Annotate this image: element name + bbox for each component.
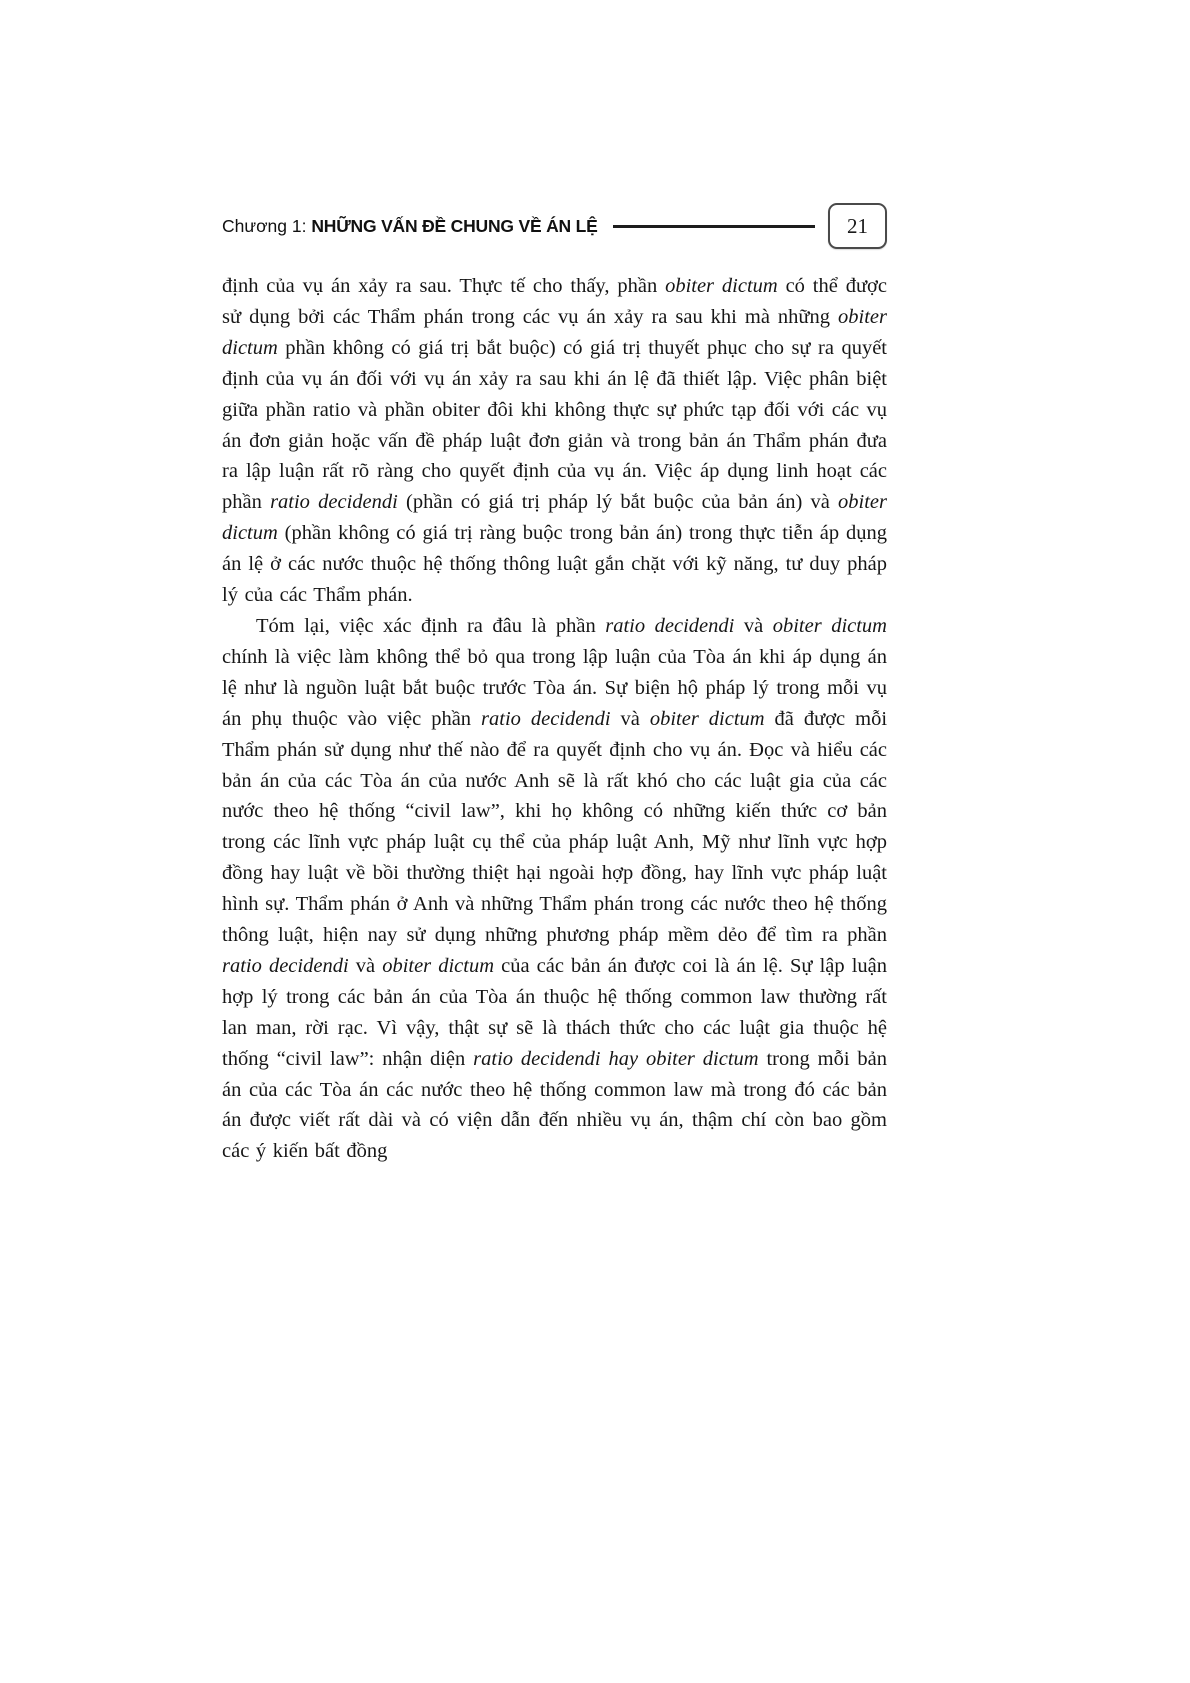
text-segment: obiter dictum: [772, 614, 887, 637]
text-segment: obiter dictum: [649, 707, 765, 730]
header-rule: [613, 225, 815, 228]
text-segment: ratio decidendi: [481, 707, 611, 730]
text-segment: đã được mỗi Thẩm phán sử dụng như thế nào để ra quyết định cho vụ án. Đọc và hiểu các bản án của các Tòa án của nước Anh sẽ là rất khó cho các luật gia của các nước theo hệ thống “civil law”, khi họ không có những kiến thức cơ bản trong các lĩnh vực pháp luật cụ thể của pháp luật Anh, Mỹ như lĩnh vực hợp đồng hay luật về bồi thường thiệt hại ngoài hợp đồng, hay lĩnh vực pháp luật hình sự. Thẩm phán ở Anh và những Thẩm phán trong các nước theo hệ thống thông luật, hiện nay sử dụng những phương pháp mềm dẻo để tìm ra phần: [222, 707, 888, 947]
paragraph: [222, 611, 887, 1167]
page-number: 21: [847, 213, 868, 238]
chapter-prefix: Chương 1:: [222, 215, 312, 236]
chapter-title: NHỮNG VẤN ĐỀ CHUNG VỀ ÁN LỆ: [311, 215, 598, 236]
text-segment: obiter dictum: [222, 305, 887, 359]
body-paragraphs: [222, 271, 887, 1167]
text-segment: chính là việc làm không thể bỏ qua trong lập luận của Tòa án khi áp dụng án lệ như là nguồn luật bắt buộc trước Tòa án. Sự biện hộ pháp lý trong mỗi vụ án phụ thuộc vào việc phần: [222, 645, 887, 730]
text-segment: định của vụ án xảy ra sau. Thực tế cho thấy, phần: [222, 275, 666, 297]
text-segment: (phần có giá trị pháp lý bắt buộc của bản án) và: [397, 491, 839, 514]
page-number-badge: [828, 203, 887, 249]
chapter-header: [222, 203, 887, 249]
text-segment: có thể được sử dụng bởi các Thẩm phán trong các vụ án xảy ra sau khi mà những: [222, 275, 887, 328]
text-segment: (phần không có giá trị ràng buộc trong bản án) trong thực tiễn áp dụng án lệ ở các nước thuộc hệ thống thông luật gắn chặt với kỹ năng, tư duy pháp lý của các Thẩm phán.: [222, 522, 887, 607]
text-segment: obiter dictum: [382, 954, 495, 977]
text-segment: ratio decidendi: [222, 954, 349, 977]
text-segment: ratio decidendi: [605, 614, 735, 637]
text-segment: của các bản án được coi là án lệ. Sự lập luận hợp lý trong các bản án của Tòa án thuộc hệ thống common law thường rất lan man, rời rạc. Vì vậy, thật sự sẽ là thách thức cho các luật gia thuộc hệ thống “civil law”: nhận diện: [222, 954, 888, 1070]
text-segment: Tóm lại, việc xác định ra đâu là phần: [256, 614, 606, 637]
text-segment: và: [348, 954, 383, 977]
text-segment: ratio decidendi: [270, 491, 398, 514]
text-segment: phần không có giá trị bắt buộc) có giá trị thuyết phục cho sự ra quyết định của vụ án đối với vụ án xảy ra sau khi án lệ đã thiết lập. Việc phân biệt giữa phần ratio và phần obiter đôi khi không thực sự phức tạp đối với các vụ án đơn giản hoặc vấn đề pháp luật đơn giản và trong bản án Thẩm phán đưa ra lập luận rất rõ ràng cho quyết định của vụ án. Việc áp dụng linh hoạt các phần: [222, 336, 887, 514]
text-segment: và: [610, 707, 650, 730]
text-segment: obiter dictum: [222, 491, 887, 545]
text-segment: trong mỗi bản án của các Tòa án các nước theo hệ thống common law mà trong đó các bản án được viết rất dài và có viện dẫn đến nhiều vụ án, thậm chí còn bao gồm các ý kiến bất đồng: [222, 1047, 887, 1163]
text-segment: obiter dictum: [665, 275, 778, 297]
paragraph: [222, 271, 887, 611]
text-segment: ratio decidendi hay obiter dictum: [473, 1047, 759, 1070]
text-segment: và: [734, 614, 773, 637]
